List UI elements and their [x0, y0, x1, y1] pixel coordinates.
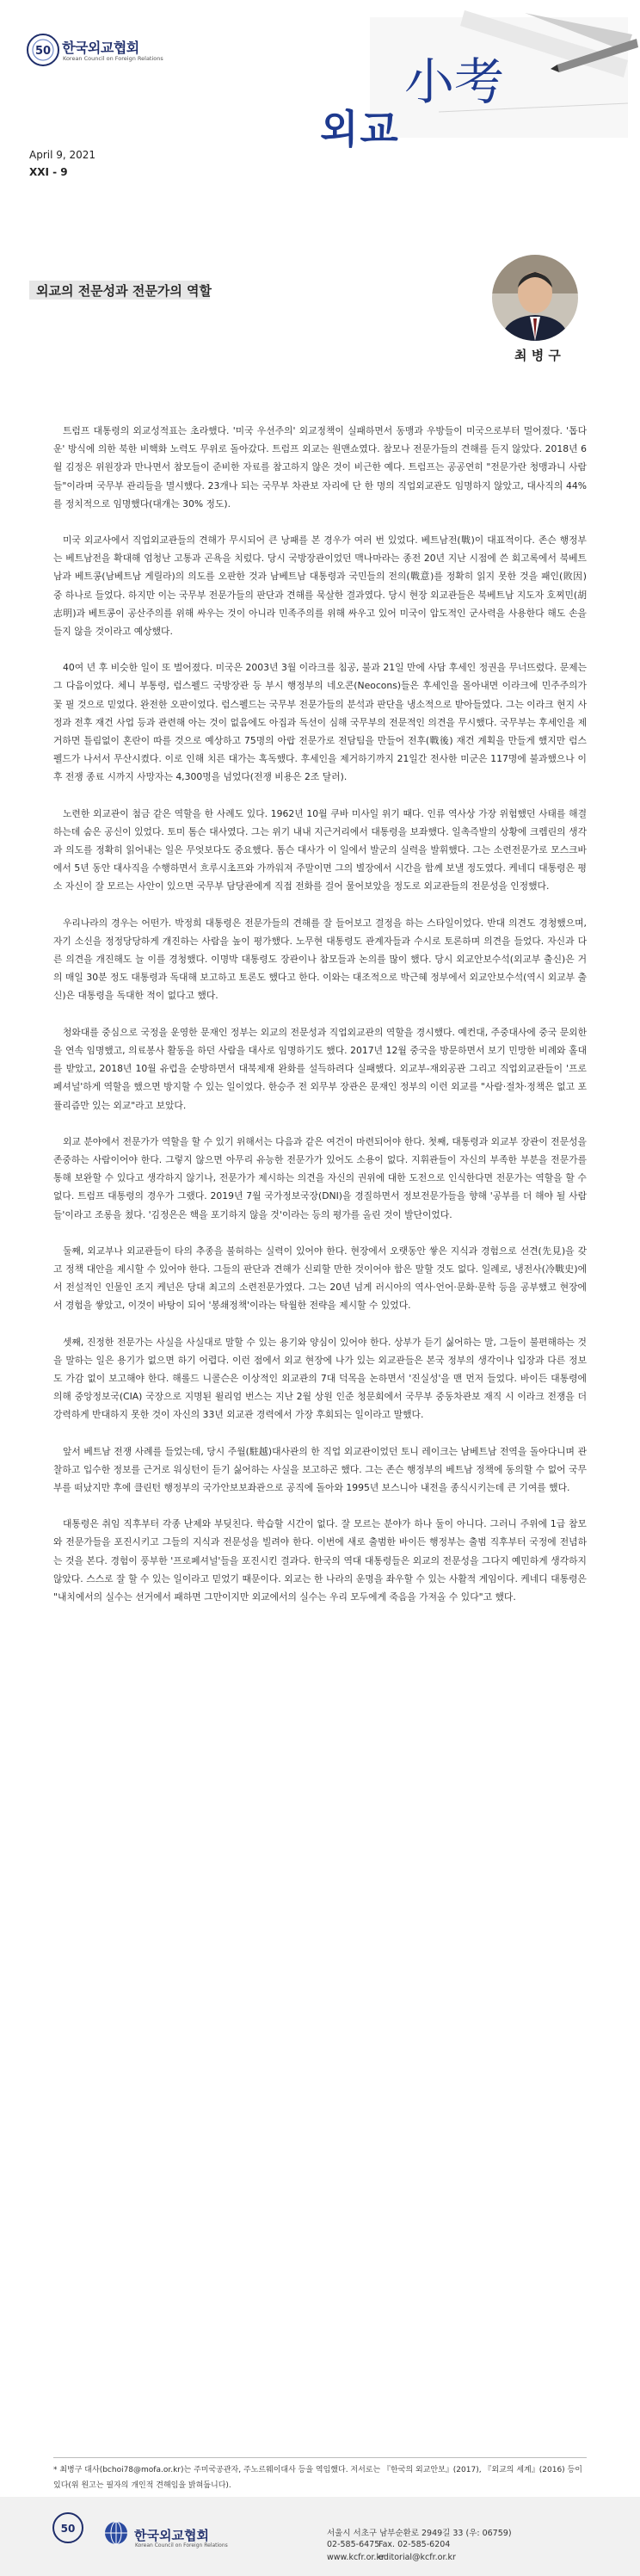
article-title: 외교의 전문성과 전문가의 역할	[36, 283, 212, 299]
anniversary-50-logo	[26, 33, 60, 67]
globe-icon	[103, 2520, 129, 2546]
issue-number: XXI - 9	[29, 166, 68, 178]
footer-logo-icon	[52, 2511, 84, 2544]
article-body	[53, 422, 587, 1624]
brand-sub-title: 小考	[404, 53, 505, 111]
paragraph: 앞서 베트남 전쟁 사례를 들었는데, 당시 주월(駐越)대사관의 한 직업 외교관이었던 토니 레이크는 남베트남 전역을 돌아다니며 관찰하고 입수한 정보를 근거로 워싱턴이 듣기 싫어하는 사실을 보고하곤 했다. 그는 존슨 행정부의 베트남 정책에 동의할 수 없어 국무부를 떠났지만 후에 클린턴 행정부의 국가안보보좌관으로 공직에 돌아와 1995년 보스니아 내전을 종식시키는데 큰 기여를 했다.	[53, 1445, 587, 1493]
paragraph: 대통령은 취임 직후부터 각종 난제와 부딪친다. 학습할 시간이 없다. 잘 모르는 분야가 하나 둘이 아니다. 그러니 주위에 1급 참모와 전문가들을 포진시키고 그들의 지식과 전문성을 빌려야 한다. 이번에 새로 출범한 바이든 행정부는 출범 직후부터 국정에 전념하는 것을 본다. 경험이 풍부한 '프로페셔널'들을 포진시킨 결과다. 한국의 역대 대통령들은 외교의 전문성을 그다지 예민하게 생각하지 않았다. 스스로 잘 할 수 있는 일이라고 믿었기 때문이다. 외교는 한 나라의 운명을 좌우할 수 있는 사활적 게임이다. 케네디 대통령은 "내치에서의 실수는 선거에서 패하면 그만이지만 외교에서의 실수는 우리 모두에게 죽음을 가져올 수 있다"고 했다.	[53, 1518, 587, 1603]
footer-phone: 02-585-6475	[327, 2540, 380, 2549]
paragraph: 외교 분야에서 전문가가 역할을 할 수 있기 위해서는 다음과 같은 여건이 마련되어야 한다. 첫째, 대통령과 외교부 장관이 전문성을 존중하는 사람이어야 한다. 그렇지 않으면 아무리 유능한 전문가가 있어도 소용이 없다. 지휘관들이 자신의 부족한 부분을 전문가를 통해 보완할 수 있다고 생각하지 않기나, 전문가가 제시하는 의견을 자신의 권위에 대한 도전으로 인식한다면 전문가는 역할을 할 수 없다. 트럼프 대통령의 경우가 그랬다. 2019년 7월 국가정보국장(DNI)을 경질하면서 정보전문가들을 향해 '공부를 더 해야 될 사람들'이라고 조롱을 쳤다. '김정은은 핵을 포기하지 않을 것'이라는 등의 평가를 올린 것이 발단이었다.	[53, 1135, 587, 1220]
footer-fax: Fax. 02-585-6204	[378, 2540, 451, 2549]
footer-org-name: 한국외교협회	[134, 2528, 209, 2543]
footnote-divider	[53, 2457, 587, 2458]
footer-org-name-en: Korean Council on Foreign Relations	[135, 2542, 228, 2548]
brand-main-title: 외교	[320, 106, 400, 152]
paragraph: 우리나라의 경우는 어떤가. 박정희 대통령은 전문가들의 견해를 잘 들어보고 결정을 하는 스타일이었다. 반대 의견도 경청했으며, 자기 소신을 정정당당하게 개진하는 사람을 높이 평가했다. 노무현 대통령도 관계자들과 수시로 토론하며 의견을 들었다. 자신과 다른 의견을 개진해도 늘 이를 경청했다. 이명박 대통령도 장관이나 참모들과 논의를 많이 했다. 당시 외교안보수석(외교부 출신)은 거의 매일 30분 정도 대통령과 독대해 보고하고 토론도 했다고 한다. 이와는 대조적으로 박근혜 정부에서 외교안보수석(역시 외교부 출신)은 대통령을 독대한 적이 없다고 했다.	[53, 917, 587, 1002]
author-footnote: * 최병구 대사(bchoi78@mofa.or.kr)는 주미국공관자, 주노르웨이대사 등을 역임했다. 저서로는 『한국의 외교안보』(2017), 『외교의 세계』(2016) 등이 있다(위 원고는 필자의 개인적 견해임을 밝혀둡니다).	[53, 2466, 582, 2490]
paragraph: 청와대를 중심으로 국정을 운영한 문재인 정부는 외교의 전문성과 직업외교관의 역할을 경시했다. 예컨대, 주중대사에 중국 문외한을 연속 임명했고, 의료봉사 활동을 하던 사람을 대사로 임명하기도 했다. 2017년 12월 중국을 방문하면서 보기 민망한 비례와 홀대를 받았고, 2018년 10월 유럽을 순방하면서 대북제재 완화를 설득하려다 실패했다. 외교부-재외공관 그리고 직업외교관들이 '프로페셔널'하게 역할을 했으면 방지할 수 있는 일이었다. 한승주 전 외무부 장관은 문재인 정부의 이런 외교를 "사람·절차·정책은 없고 포퓰리즘만 있는 외교"라고 보았다.	[53, 1026, 587, 1111]
footer-band	[0, 2497, 640, 2576]
paragraph: 둘째, 외교부나 외교관들이 타의 추종을 불허하는 실력이 있어야 한다. 현장에서 오랫동안 쌓은 지식과 경험으로 선견(先見)을 갖고 정책 대안을 제시할 수 있어야 한다. 그들의 판단과 견해가 신뢰할 만한 것이어야 함은 말할 것도 없다. 일례로, 냉전사(冷戰史)에서 전설적인 인물인 조지 케넌은 당대 최고의 소련전문가였다. 그는 20년 넘게 러시아의 역사·언어·문화·문학 등을 공부했고 현장에서 경험을 쌓았고, 이것이 바탕이 되어 '봉쇄정책'이라는 탁월한 전략을 제시할 수 있었다.	[53, 1245, 587, 1312]
svg-text:50: 50	[60, 2523, 76, 2535]
author-name: 최 병 구	[514, 348, 561, 363]
footer-website-link[interactable]: www.kcfr.or.kr	[327, 2553, 385, 2562]
footer-email-link[interactable]: editorial@kcfr.or.kr	[378, 2553, 456, 2562]
footer-address: 서울시 서초구 남부순환로 2949길 33 (우: 06759)	[327, 2529, 512, 2538]
svg-text:50: 50	[34, 45, 52, 58]
author-portrait	[492, 255, 578, 341]
org-name-kr: 한국외교협회	[62, 40, 139, 56]
paragraph: 40여 년 후 비슷한 일이 또 벌어졌다. 미국은 2003년 3월 이라크를 침공, 불과 21일 만에 사담 후세인 정권을 무너뜨렸다. 문제는 그 다음이었다. 체니 부통령, 럼스펠드 국방장관 등 부시 행정부의 네오콘(Neocons)들은 후세인을 몰아내면 이라크에 민주주의가 꽃 필 것으로 믿었다. 완전한 오판이었다. 럼스펠드는 국무부 전문가들의 분석과 판단을 냉소적으로 받아들였다. 그는 이라크 현지 사정과 전후 재건 사업 등과 관련해 아는 것이 없음에도 아집과 독선이 심해 국무부의 전문적인 의견을 무시했다. 국무부는 후세인을 제거하면 틀림없이 혼란이 따를 것으로 예상하고 75명의 아랍 전문가로 전담팀을 만들어 전후(戰後) 재건 계획을 만들게 했지만 럼스펠드가 나서서 무산시켰다. 이로 인해 치른 대가는 혹독했다. 후세인을 제거하기까지 21일간 전사한 미군은 117명에 불과했으나 이후 전쟁 종료 시까지 사망자는 4,300명을 넘었다(전쟁 비용은 2조 달러).	[53, 662, 587, 783]
paragraph: 셋째, 진정한 전문가는 사실을 사실대로 말할 수 있는 용기와 양심이 있어야 한다. 상부가 듣기 싫어하는 말, 그들이 불편해하는 것을 말하는 일은 용기가 없으면 하기 어렵다. 이런 점에서 외교 현장에 나가 있는 외교관들은 본국 정부의 생각이나 입장과 다른 정보도 가감 없이 보고해야 한다. 해롤드 니콜슨은 이상적인 외교관의 7대 덕목을 논하면서 '진실성'을 맨 먼저 들었다. 바이든 대통령에 의해 중앙정보국(CIA) 국장으로 지명된 윌리엄 번스는 지난 2월 상원 인준 청문회에서 국무부 중동차관보 재직 시 이라크 전쟁을 더 강력하게 반대하지 못한 것이 자신의 33년 외교관 경력에서 가장 후회되는 일이라고 말했다.	[53, 1336, 587, 1421]
paragraph: 노련한 외교관이 첨금 같은 역할을 한 사례도 있다. 1962년 10월 쿠바 미사일 위기 때다. 인류 역사상 가장 위험했던 사태를 해결하는데 숨은 공신이 있었다. 토미 톰슨 대사였다. 그는 위기 내내 지근거리에서 대통령을 보좌했다. 일촉즉발의 상황에 크렘린의 생각과 의도를 정확히 읽어내는 일은 무엇보다도 중요했다. 톰슨 대사가 이 일에서 발군의 실력을 발휘했다. 그는 소련전문가로 모스크바에서 5년 동안 대사직을 수행하면서 흐루시초프와 가까워져 주말이면 그의 별장에서 시간을 함께 보낼 정도였다. 케네디 대통령은 평소 자신이 잘 모르는 사안이 있으면 국무부 담당관에게 직접 전화를 걸어 물어보았을 정도로 외교관들의 전문성을 인정했다.	[53, 807, 587, 893]
paragraph: 트럼프 대통령의 외교성적표는 초라했다. '미국 우선주의' 외교정책이 실패하면서 동맹과 우방들이 미국으로부터 멀어졌다. '톱다운' 방식에 의한 북한 비핵화 노력도 무위로 돌아갔다. 트럼프 외교는 원맨쇼였다. 참모나 전문가들의 견해를 듣지 않았다. 2018년 6월 김정은 위원장과 만나면서 참모들이 준비한 자료를 참고하지 않은 것이 비근한 예다. 트럼프는 공공연히 "전문가란 청맹과니 사람들"이라며 국무부 관리들을 멸시했다. 23개나 되는 국무부 차관보 자리에 단 한 명의 직업외교관도 임명하지 않았고, 대사직의 44%를 정치적으로 임명했다(대개는 30% 정도).	[53, 425, 587, 510]
issue-date: April 9, 2021	[29, 149, 96, 161]
org-name-en: Korean Council on Foreign Relations	[63, 55, 163, 62]
paragraph: 미국 외교사에서 직업외교관들의 견해가 무시되어 큰 낭패를 본 경우가 여러 번 있었다. 베트남전(戰)이 대표적이다. 존슨 행정부는 베트남전을 확대해 엄청난 고통과 곤욕을 치렀다. 당시 국방장관이었던 맥나마라는 종전 20년 지난 시점에 쓴 회고록에서 북베트남과 베트콩(남베트남 게릴라)의 의도를 오판한 것과 남베트남 대통령과 국민들의 전의(戰意)를 정확히 읽지 못한 것을 패인(敗因) 중 하나로 들었다. 하지만 이는 국무부 전문가들의 판단과 견해를 묵살한 결과였다. 당시 현장 외교관들은 북베트남 지도자 호찌민(胡志明)과 베트콩이 공산주의를 위해 싸우는 것이 아니라 민족주의를 위해 싸우고 있어 미국이 압도적인 군사력을 사용한다 해도 손을 들지 않을 것이라고 예상했다.	[53, 534, 587, 638]
